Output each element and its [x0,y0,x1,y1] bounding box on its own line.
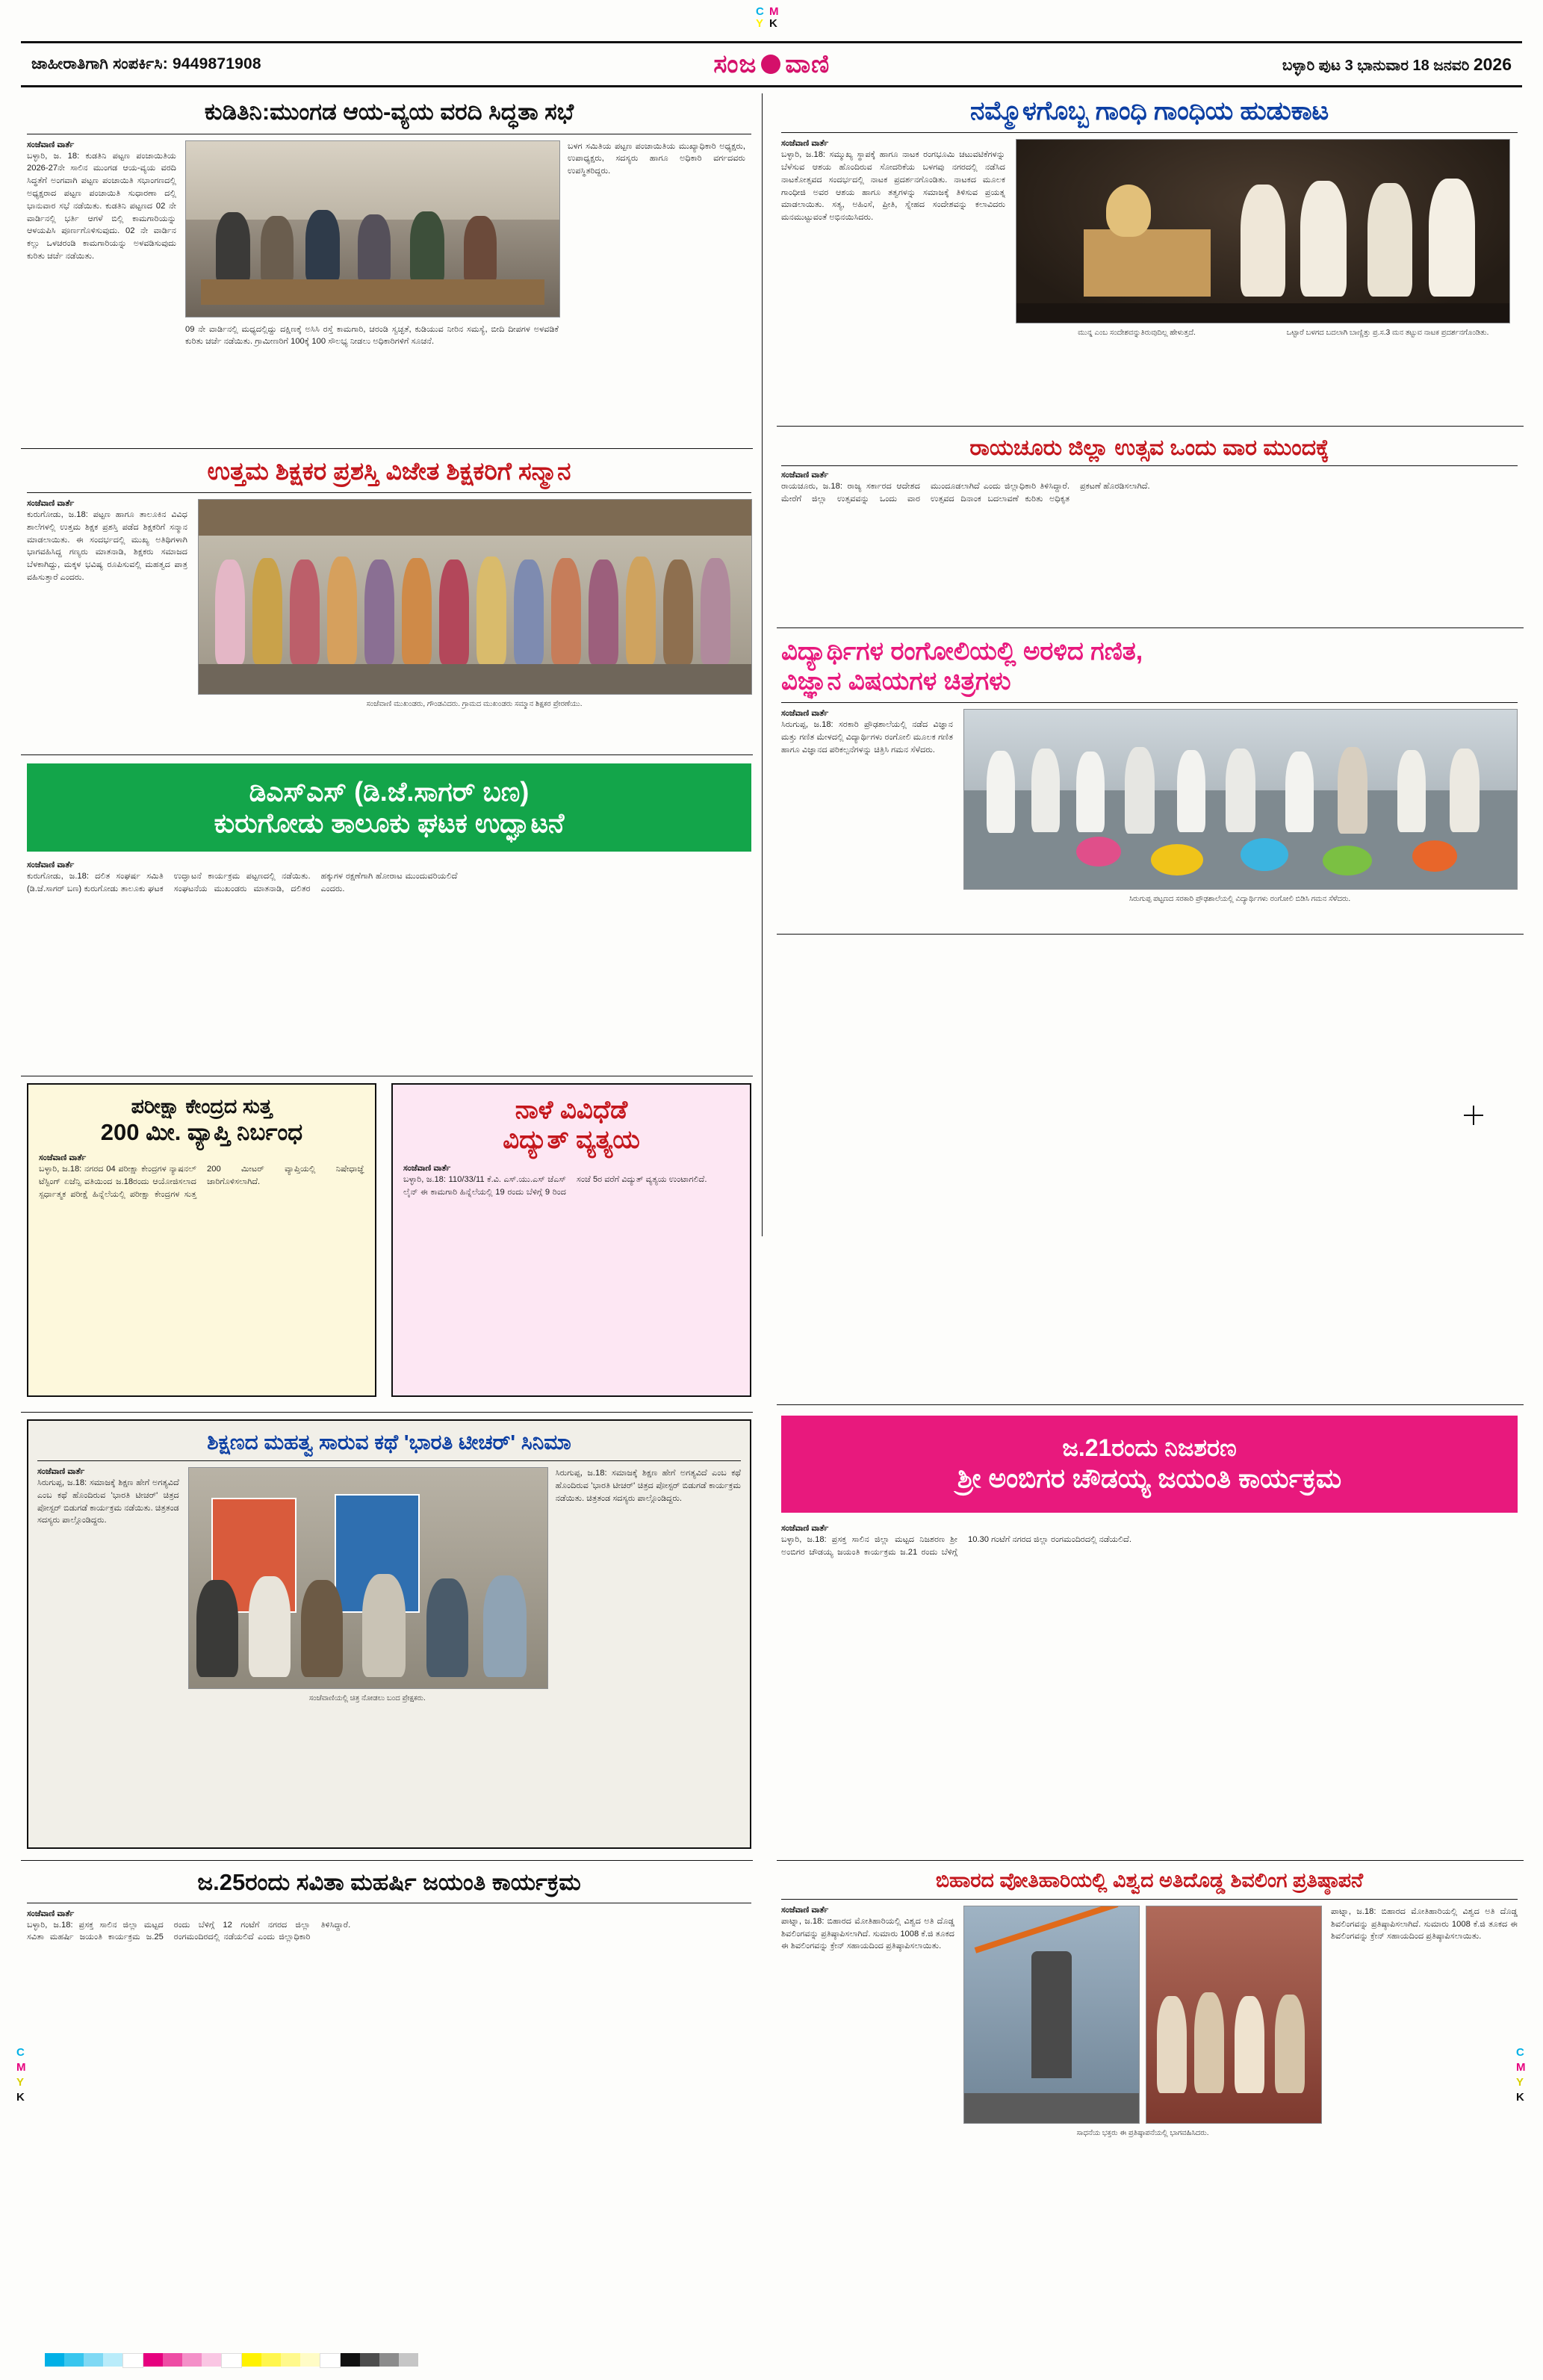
photo-caption-right: ಒಟ್ಟಾರೆ ಬಳಗದ ಬದಲಾಗಿ ಬಾಣ್ಣಿತ್ತು ಪ್ರ.ಸ.3 ಮನ ತಟ್ಟುವ ನಾಟಕ ಪ್ರದರ್ಶನಗೊಂಡಿತು. [1286,329,1489,338]
article-dss-headline-banner [27,763,751,852]
article-body-extra: ಸಿರುಗುಪ್ಪ, ಜ.18: ಸಮಾಜಕ್ಕೆ ಶಿಕ್ಷಣ ಹೇಗೆ ಅಗತ್ಯವಿದೆ ಎಂಬ ಕಥೆ ಹೊಂದಿರುವ 'ಭಾರತಿ ಟೀಚರ್' ಚಿತ್ರದ ಪೋಸ್ಟರ್ ಬಿಡುಗಡೆ ಕಾರ್ಯಕ್ರಮ ನಡೆಯಿತು. ಚಿತ್ರತಂಡ ಸದಸ್ಯರು ಪಾಲ್ಗೊಂಡಿದ್ದರು. [555,1469,741,1503]
headline-line-2: 200 ಮೀ. ವ್ಯಾಪ್ತಿ ನಿರ್ಬಂಧ [100,1118,303,1145]
headline: ಕುಡಿತಿನಿ:ಮುಂಗಡ ಆಯ-ವ್ಯಯ ವರದಿ ಸಿದ್ಧತಾ ಸಭೆ [204,99,574,125]
article-photo-shivalinga-crane [963,1906,1140,2124]
headline: ಜ.25ರಂದು ಸವಿತಾ ಮಹರ್ಷಿ ಜಯಂತಿ ಕಾರ್ಯಕ್ರಮ [197,1869,581,1895]
article-budget-meeting [27,99,751,438]
headline-line-2: ಕುರುಗೋಡು ತಾಲೂಕು ಘಟಕ ಉದ್ಘಾಟನೆ [214,808,565,838]
cmyk-mark-right-m: M [1516,2061,1526,2074]
article-photo-rangoli [963,709,1518,890]
article-body: ಬಳ್ಳಾರಿ, ಜ.18: ಸಮ್ಮುಖ್ಯ ಸ್ಥಾಪಕ್ಕೆ ಹಾಗೂ ನಾಟಕ ರಂಗಭೂಮಿ ಚಟುವಟಿಕೆಗಳನ್ನು ಬೆಳೆಸುವ ಆಶಯ ಹೊಂದಿರುವ ಸೋದರಿಕೆಯ ಬಳಗವು ನಗರದಲ್ಲಿ ನಡೆಸಿದ ನಾಟಕೋತ್ಸವದ ಸಂದರ್ಭದಲ್ಲಿ ನಾಟಕ ಪ್ರದರ್ಶನಗೊಂಡಿತು. ನಾಟಕದ ಮೂಲಕ ಗಾಂಧೀಜಿ ಅವರ ಆಶಯ ಹಾಗೂ ತತ್ವಗಳನ್ನು ಸಮಾಜಕ್ಕೆ ತಿಳಿಸುವ ಪ್ರಯತ್ನ ಮಾಡಲಾಯಿತು. ಸತ್ಯ, ಅಹಿಂಸೆ, ಪ್ರೀತಿ, ಸ್ನೇಹದ ಸಂದೇಶವನ್ನು ಕಲಾವಿದರು ಮನಮುಟ್ಟುವಂತೆ ಅಭಿನಯಿಸಿದರು. [781,150,1005,223]
article-body-extra: ಪಾಟ್ನಾ, ಜ.18: ಬಿಹಾರದ ಮೋತಿಹಾರಿಯಲ್ಲಿ ವಿಶ್ವದ ಅತಿ ದೊಡ್ಡ ಶಿವಲಿಂಗವನ್ನು ಪ್ರತಿಷ್ಠಾಪಿಸಲಾಗಿದೆ. ಸುಮಾರು 1008 ಕೆ.ಜಿ ತೂಕದ ಈ ಶಿವಲಿಂಗವನ್ನು ಕ್ರೇನ್ ಸಹಾಯದಿಂದ ಪ್ರತಿಷ್ಠಾಪಿಸಲಾಯಿತು. [1331,1906,1518,1942]
article-body: ಬಳ್ಳಾರಿ, ಜ.18: ನಗರದ 04 ಪರೀಕ್ಷಾ ಕೇಂದ್ರಗಳ ನ್ಯಾಷನಲ್ ಟೆಸ್ಟಿಂಗ್ ಏಜೆನ್ಸಿ ವತಿಯಿಂದ ಜ.18ರಂದು ಆಯೋಜಿಸಲಾದ ಸ್ಪರ್ಧಾತ್ಮಕ ಪರೀಕ್ಷೆ ಹಿನ್ನೆಲೆಯಲ್ಲಿ ಪರೀಕ್ಷಾ ಕೇಂದ್ರಗಳ ಸುತ್ತ 200 ಮೀಟರ್ ವ್ಯಾಪ್ತಿಯಲ್ಲಿ ನಿಷೇಧಾಜ್ಞೆ ಜಾರಿಗೊಳಿಸಲಾಗಿದೆ. [39,1165,364,1200]
article-bharati-teacher [27,1419,751,1849]
masthead [21,41,1522,87]
cmyk-mark-right-c: C [1516,2046,1524,2059]
registration-cross-right [1464,1106,1483,1125]
headline-underline [781,132,1518,133]
masthead-logo-tail: ವಾಣಿ [785,49,831,78]
article-body: ಸಿರುಗುಪ್ಪ, ಜ.18: ಸರಕಾರಿ ಪ್ರೌಢಶಾಲೆಯಲ್ಲಿ ನಡೆದ ವಿಜ್ಞಾನ ಮತ್ತು ಗಣಿತ ಮೇಳದಲ್ಲಿ ವಿದ್ಯಾರ್ಥಿಗಳು ರಂಗೋಲಿ ಮೂಲಕ ಗಣಿತ ಹಾಗೂ ವಿಜ್ಞಾನದ ಪರಿಕಲ್ಪನೆಗಳನ್ನು ಚಿತ್ರಿಸಿ ಗಮನ ಸೆಳೆದರು. [781,720,953,754]
section-divider-d [21,1412,753,1413]
cmyk-mark-top-c: C [756,5,764,18]
headline-line-1: ಜ.21ರಂದು ನಿಜಶರಣ [1062,1434,1237,1461]
article-body: ಕುರುಗೋಡು, ಜ.18: ದಲಿತ ಸಂಘರ್ಷ ಸಮಿತಿ (ಡಿ.ಜೆ.ಸಾಗರ್ ಬಣ) ಕುರುಗೋಡು ತಾಲೂಕು ಘಟಕ ಉದ್ಘಾಟನೆ ಕಾರ್ಯಕ್ರಮ ಪಟ್ಟಣದಲ್ಲಿ ನಡೆಯಿತು. ಸಂಘಟನೆಯ ಮುಖಂಡರು ಮಾತನಾಡಿ, ದಲಿತರ ಹಕ್ಕುಗಳ ರಕ್ಷಣೆಗಾಗಿ ಹೋರಾಟ ಮುಂದುವರಿಯಲಿದೆ ಎಂದರು. [27,872,458,893]
masthead-year: 2026 [1473,54,1512,74]
masthead-logo-dot-icon [761,55,780,74]
article-photo-gandhi-play [1016,139,1510,323]
headline: ಶಿಕ್ಷಣದ ಮಹತ್ವ ಸಾರುವ ಕಥೆ 'ಭಾರತಿ ಟೀಚರ್' ಸಿನಿಮಾ [207,1431,571,1454]
headline: ರಾಯಚೂರು ಜಿಲ್ಲಾ ಉತ್ಸವ ಒಂದು ವಾರ ಮುಂದಕ್ಕೆ [969,436,1329,460]
cmyk-mark-top-m: M [769,5,779,18]
cmyk-mark-left-m: M [16,2061,26,2074]
photo-caption: ಸಂಜೆವಾಣಿ ಮುಖಂಡರು, ಗೌಂಡವಿದರು. ಗ್ರಾಮದ ಮುಖಂಡರು ಸಮ್ಮಾನ ಶಿಕ್ಷಕರ ಪ್ರೇರಣೆಯು. [366,699,583,708]
notice-power-cut [391,1083,751,1397]
headline-line-2: ಶ್ರೀ ಅಂಬಿಗರ ಚೌಡಯ್ಯ ಜಯಂತಿ ಕಾರ್ಯಕ್ರಮ [957,1462,1342,1493]
article-dss-body [27,861,751,1066]
article-body: ಬಳ್ಳಾರಿ, ಜ.18: ಪ್ರಸಕ್ತ ಸಾಲಿನ ಜಿಲ್ಲಾ ಮಟ್ಟದ ಸವಿತಾ ಮಹರ್ಷಿ ಜಯಂತಿ ಕಾರ್ಯಕ್ರಮ ಜ.25 ರಂದು ಬೆಳಿಗ್ಗೆ 12 ಗಂಟೆಗೆ ನಗರದ ಜಿಲ್ಲಾ ರಂಗಮಂದಿರದಲ್ಲಿ ನಡೆಯಲಿದೆ ಎಂದು ಜಿಲ್ಲಾಧಿಕಾರಿ ತಿಳಿಸಿದ್ದಾರೆ. [27,1920,351,1942]
byline: ಸಂಜೆವಾಣಿ ವಾರ್ತೆ [27,498,75,508]
byline: ಸಂಜೆವಾಣಿ ವಾರ್ತೆ [781,139,829,149]
print-colour-strip [45,2353,418,2367]
column-divider-1 [762,93,763,1236]
article-body: ಬಳ್ಳಾರಿ, ಜ.18: ಪ್ರಸಕ್ತ ಸಾಲಿನ ಜಿಲ್ಲಾ ಮಟ್ಟದ ನಿಜಶರಣ ಶ್ರೀ ಅಂಬಿಗರ ಚೌಡಯ್ಯ ಜಯಂತಿ ಕಾರ್ಯಕ್ರಮ ಜ.21 ರಂದು ಬೆಳಿಗ್ಗೆ 10.30 ಗಂಟೆಗೆ ನಗರದ ಜಿಲ್ಲಾ ರಂಗಮಂದಿರದಲ್ಲಿ ನಡೆಯಲಿದೆ. [781,1535,1131,1557]
article-photo-poster-release [188,1467,548,1689]
byline: ಸಂಜೆವಾಣಿ ವಾರ್ತೆ [403,1164,451,1174]
cmyk-mark-left-k: K [16,2091,25,2104]
section-divider-f [777,426,1524,427]
cmyk-mark-top-y: Y [756,17,764,30]
section-divider-e [21,1860,753,1861]
article-ambigara-body [781,1524,1518,1845]
headline-line-1: ಪರೀಕ್ಷಾ ಕೇಂದ್ರದ ಸುತ್ತ [131,1095,273,1118]
article-rangoli-math [781,636,1518,928]
masthead-edition [1282,55,1512,75]
article-photo-devotees [1146,1906,1322,2124]
article-teacher-award [27,457,751,749]
article-savitha-maharshi [27,1869,751,2317]
article-body-3: ಬಳಗ ಸಮಿತಿಯ ಪಟ್ಟಣ ಪಂಚಾಯಿತಿಯ ಮುಖ್ಯಾಧಿಕಾರಿ ಅಧ್ಯಕ್ಷರು, ಉಪಾಧ್ಯಕ್ಷರು, ಸದಸ್ಯರು ಹಾಗೂ ಅಧಿಕಾರಿ ವರ್ಗದವರು ಉಪಸ್ಥಿತರಿದ್ದರು. [568,141,745,176]
article-photo-meeting [185,140,560,317]
article-shivalinga [781,1869,1518,2317]
article-body: ರಾಯಚೂರು, ಜ.18: ರಾಜ್ಯ ಸರ್ಕಾರದ ಆದೇಶದ ಮೇರೆಗೆ ಜಿಲ್ಲಾ ಉತ್ಸವವನ್ನು ಒಂದು ವಾರ ಮುಂದೂಡಲಾಗಿದೆ ಎಂದು ಜಿಲ್ಲಾಧಿಕಾರಿ ತಿಳಿಸಿದ್ದಾರೆ. ಉತ್ಸವದ ದಿನಾಂಕ ಬದಲಾವಣೆ ಕುರಿತು ಅಧಿಕೃತ ಪ್ರಕಟಣೆ ಹೊರಡಿಸಲಾಗಿದೆ. [781,482,1150,504]
masthead-edition-text: ಬಳ್ಳಾರಿ ಪುಟ 3 ಭಾನುವಾರ [1282,57,1409,74]
article-body: ಪಾಟ್ನಾ, ಜ.18: ಬಿಹಾರದ ಮೋತಿಹಾರಿಯಲ್ಲಿ ವಿಶ್ವದ ಅತಿ ದೊಡ್ಡ ಶಿವಲಿಂಗವನ್ನು ಪ್ರತಿಷ್ಠಾಪಿಸಲಾಗಿದೆ. ಸುಮಾರು 1008 ಕೆ.ಜಿ ತೂಕದ ಈ ಶಿವಲಿಂಗವನ್ನು ಕ್ರೇನ್ ಸಹಾಯದಿಂದ ಪ್ರತಿಷ್ಠಾಪಿಸಲಾಯಿತು. [781,1916,954,1951]
byline: ಸಂಜೆವಾಣಿ ವಾರ್ತೆ [781,1905,829,1915]
headline-line-1: ಡಿಎಸ್‌ಎಸ್ (ಡಿ.ಜೆ.ಸಾಗರ್ ಬಣ) [249,775,530,807]
masthead-contact: ಜಾಹೀರಾತಿಗಾಗಿ ಸಂಪರ್ಕಿಸಿ: 9449871908 [31,55,261,72]
headline-underline [781,702,1518,703]
masthead-date: 18 ಜನವರಿ [1412,57,1470,74]
photo-caption: ಸಿರುಗುಪ್ಪ ಪಟ್ಟಣದ ಸರಕಾರಿ ಪ್ರೌಢಶಾಲೆಯಲ್ಲಿ ವಿದ್ಯಾರ್ಥಿಗಳು ರಂಗೋಲಿ ಬಿಡಿಸಿ ಗಮನ ಸೆಳೆದರು. [1128,895,1351,904]
headline-underline [781,465,1518,466]
headline: ಉತ್ತಮ ಶಿಕ್ಷಕರ ಪ್ರಶಸ್ತಿ ವಿಜೇತ ಶಿಕ್ಷಕರಿಗೆ ಸನ್ಮಾನ [207,457,571,485]
headline-underline [27,492,751,493]
byline: ಸಂಜೆವಾಣಿ ವಾರ್ತೆ [37,1467,85,1477]
headline-line-1: ವಿದ್ಯಾರ್ಥಿಗಳ ರಂಗೋಲಿಯಲ್ಲಿ ಅರಳಿದ ಗಣಿತ, [781,637,1143,666]
article-body: ಬಳ್ಳಾರಿ, ಜ.18: 110/33/11 ಕೆ.ವಿ. ಎಸ್.ಯು.ಎಸ್ ಜೆಎಸ್ ಲೈನ್ ಈ ಕಾಮಗಾರಿ ಹಿನ್ನೆಲೆಯಲ್ಲಿ 19 ರಂದು ಬೆಳಿಗ್ಗೆ 9 ರಿಂದ ಸಂಜೆ 5ರ ವರೆಗೆ ವಿದ್ಯುತ್ ವ್ಯತ್ಯಯ ಉಂಟಾಗಲಿದೆ. [403,1175,707,1197]
section-divider-g [777,627,1524,628]
section-divider-h [777,934,1524,935]
byline: ಸಂಜೆವಾಣಿ ವಾರ್ತೆ [781,471,829,480]
byline: ಸಂಜೆವಾಣಿ ವಾರ್ತೆ [781,709,829,719]
notice-park-200m [27,1083,376,1397]
section-divider-a [21,448,753,449]
masthead-logo [713,50,830,79]
headline-underline [37,1460,741,1461]
article-gandhi-search [781,96,1518,417]
article-body: ಕುರುಗೋಡು, ಜ.18: ಪಟ್ಟಣ ಹಾಗೂ ತಾಲೂಕಿನ ವಿವಿಧ ಶಾಲೆಗಳಲ್ಲಿ ಉತ್ತಮ ಶಿಕ್ಷಕ ಪ್ರಶಸ್ತಿ ಪಡೆದ ಶಿಕ್ಷಕರಿಗೆ ಸನ್ಮಾನ ಮಾಡಲಾಯಿತು. ಈ ಸಂದರ್ಭದಲ್ಲಿ ಮುಖ್ಯ ಅತಿಥಿಗಳಾಗಿ ಭಾಗವಹಿಸಿದ್ದ ಗಣ್ಯರು ಮಾತನಾಡಿ, ಶಿಕ್ಷಕರು ಸಮಾಜದ ಬೆಳಕಾಗಿದ್ದು, ಮಕ್ಕಳ ಭವಿಷ್ಯ ರೂಪಿಸುವಲ್ಲಿ ಮಹತ್ವದ ಪಾತ್ರ ವಹಿಸುತ್ತಾರೆ ಎಂದರು. [27,509,187,582]
article-body: ಸಿರುಗುಪ್ಪ, ಜ.18: ಸಮಾಜಕ್ಕೆ ಶಿಕ್ಷಣ ಹೇಗೆ ಅಗತ್ಯವಿದೆ ಎಂಬ ಕಥೆ ಹೊಂದಿರುವ 'ಭಾರತಿ ಟೀಚರ್' ಚಿತ್ರದ ಪೋಸ್ಟರ್ ಬಿಡುಗಡೆ ಕಾರ್ಯಕ್ರಮ ನಡೆಯಿತು. ಚಿತ್ರತಂಡ ಸದಸ್ಯರು ಪಾಲ್ಗೊಂಡಿದ್ದರು. [37,1478,179,1525]
headline: ನಮ್ಮೊಳಗೊಬ್ಬ ಗಾಂಧಿ ಗಾಂಧಿಯ ಹುಡುಕಾಟ [970,96,1329,125]
headline-line-2: ವಿದ್ಯುತ್ ವ್ಯತ್ಯಯ [503,1126,640,1155]
article-ambigara-headline-banner [781,1416,1518,1513]
article-body-2: 09 ನೇ ವಾರ್ಡಿನಲ್ಲಿ ಮಧ್ಯದಲ್ಲಿದ್ದು ದಕ್ಷಿಣಕ್ಕೆ ಅಸಿಸಿ ರಸ್ತೆ ಕಾಮಗಾರಿ, ಚರಂಡಿ ಸ್ವಚ್ಛತೆ, ಕುಡಿಯುವ ನೀರಿನ ಸಮಸ್ಯೆ, ಬೀದಿ ದೀಪಗಳ ಅಳವಡಿಕೆ ಕುರಿತು ಚರ್ಚೆ ನಡೆಯಿತು. ಗ್ರಾಮೀಣರಿಗೆ 100ಕ್ಕೆ 100 ಸೌಲಭ್ಯ ನೀಡಲು ಅಧಿಕಾರಿಗಳಿಗೆ ಸೂಚನೆ. [185,324,559,347]
cmyk-mark-top-k: K [769,17,777,30]
section-divider-i [777,1404,1524,1405]
headline-line-2: ವಿಜ್ಞಾನ ವಿಷಯಗಳ ಚಿತ್ರಗಳು [781,667,1011,696]
section-divider-j [777,1860,1524,1861]
cmyk-mark-right-k: K [1516,2091,1524,2104]
photo-caption: ಸಾಧನೆಯ ಭಕ್ತರು ಈ ಪ್ರತಿಷ್ಠಾಪನೆಯಲ್ಲಿ ಭಾಗವಹಿಸಿದರು. [1076,2128,1209,2137]
byline: ಸಂಜೆವಾಣಿ ವಾರ್ತೆ [27,140,75,149]
headline-line-1: ನಾಳೆ ವಿವಿಧೆಡೆ [515,1096,628,1124]
cmyk-mark-left-c: C [16,2046,25,2059]
cmyk-mark-left-y: Y [16,2076,25,2089]
byline: ಸಂಜೆವಾಣಿ ವಾರ್ತೆ [27,861,75,870]
photo-caption-left: ಮುನ್ನ ಎಂಬ ಸಂದೇಶವನ್ನುತಿರುವುದಿಲ್ಲ ಹೇಳುತ್ತದೆ. [1078,329,1196,338]
headline-underline [781,1899,1518,1900]
article-body: ಬಳ್ಳಾರಿ, ಜ. 18: ಕುಡತಿನಿ ಪಟ್ಟಣ ಪಂಚಾಯಿತಿಯ 2026-27ನೇ ಸಾಲಿನ ಮುಂಗಡ ಆಯ-ವ್ಯಯ ವರದಿ ಸಿದ್ಧತೆಗೆ ಅಂಗವಾಗಿ ಪಟ್ಟಣ ಪಂಚಾಯಿತಿ ಸಭಾಂಗಣದಲ್ಲಿ ಅಧ್ಯಕ್ಷರಾದ ಪಟ್ಟಣ ಪಂಚಾಯಿತಿ ಸುಧಾರಣಾ ದಲ್ಲಿ ಭಾನುವಾರ ಸಭೆ ನಡೆಯಿತು. ಕುಡತಿನಿ ಪಟ್ಟಣದ 02 ನೇ ವಾರ್ಡಿನಲ್ಲಿ ಭರ್ತಿ ಆಗಳೆ ಬಿಲ್ಲಿ ಕಾಮಗಾರಿಯನ್ನು ಆಳಯಪಿಸಿ ಪೂರ್ಣಗೊಳಿಸುವುದು. 02 ನೇ ವಾರ್ಡಿನ ಕಲ್ಲು ಒಳಚರಂಡಿ ಕಾಮಗಾರಿಯನ್ನು ಅಳವಡಿಸುವುದು ಕುರಿತು ಚರ್ಚೆ ನಡೆಯಿತು. [27,151,176,261]
byline: ಸಂಜೆವಾಣಿ ವಾರ್ತೆ [27,1909,75,1918]
headline: ಬಿಹಾರದ ವೋತಿಹಾರಿಯಲ್ಲಿ ವಿಶ್ವದ ಅತಿದೊಡ್ಡ ಶಿವಲಿಂಗ ಪ್ರತಿಷ್ಠಾಪನೆ [935,1869,1364,1891]
photo-caption: ಸಂಜೆವಾಣಿಯಲ್ಲಿ ಚಿತ್ರ ನೋಡಲು ಬಂದ ಪ್ರೇಕ್ಷಕರು. [308,1694,426,1703]
section-divider-b [21,754,753,755]
article-raichur-rain [781,435,1518,622]
byline: ಸಂಜೆವಾಣಿ ವಾರ್ತೆ [781,1524,829,1533]
cmyk-mark-right-y: Y [1516,2076,1524,2089]
byline: ಸಂಜೆವಾಣಿ ವಾರ್ತೆ [39,1153,87,1163]
masthead-logo-text: ಸಂಜ [713,49,757,78]
article-photo-teacher-group [198,499,752,695]
